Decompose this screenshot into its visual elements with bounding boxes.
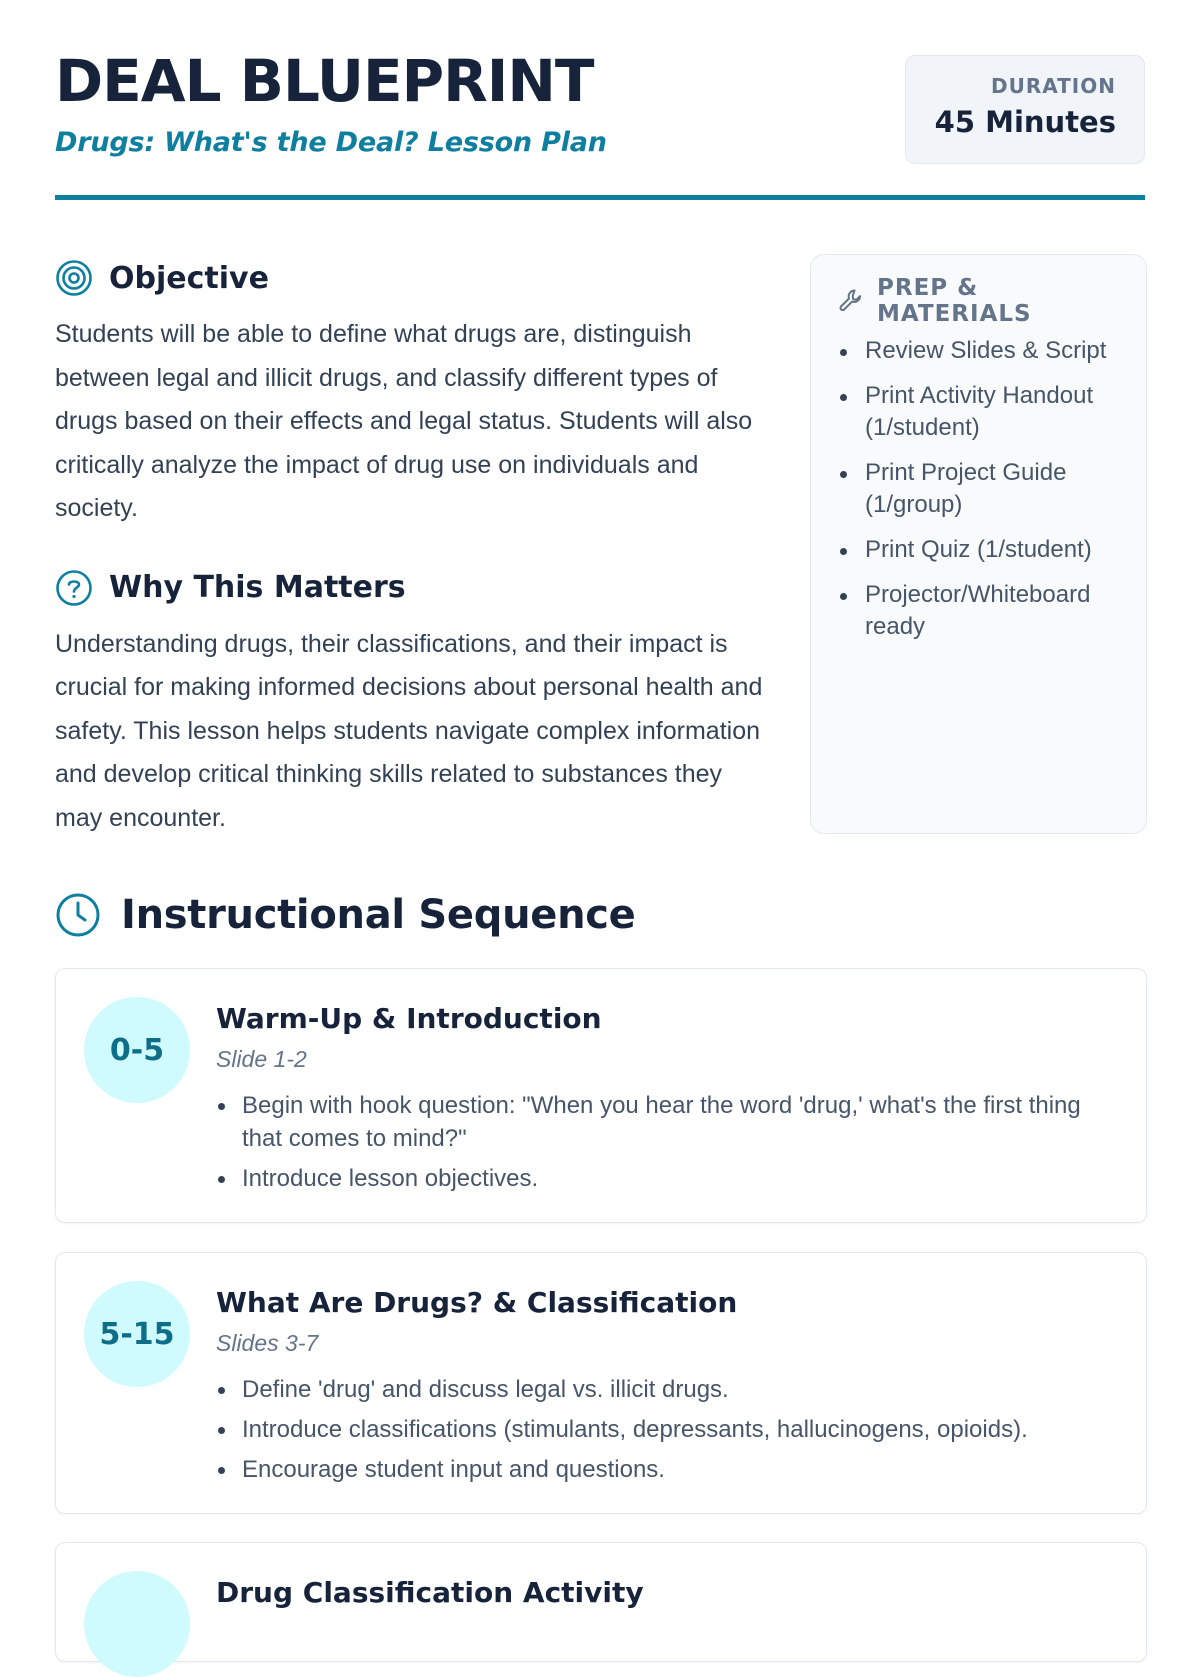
prep-item: Projector/Whiteboard ready <box>837 579 1120 643</box>
step-bullet: Introduce classifications (stimulants, depressants, hallucinogens, opioids). <box>216 1413 1086 1446</box>
step-slides: Slides 3-7 <box>216 1330 319 1356</box>
step-time-badge <box>84 1571 190 1677</box>
wrench-icon <box>837 287 865 315</box>
prep-heading <box>837 275 1120 327</box>
prep-item: Print Quiz (1/student) <box>837 534 1120 566</box>
left-column <box>55 255 775 840</box>
duration-label: DURATION <box>991 74 1116 98</box>
objective-title: Objective <box>109 260 269 296</box>
prep-list <box>837 335 1120 643</box>
header <box>55 0 1145 200</box>
step-bullet: Introduce lesson objectives. <box>216 1162 1086 1195</box>
duration-box <box>905 55 1145 164</box>
target-icon <box>55 259 93 297</box>
step-card <box>55 968 1147 1223</box>
step-bullet: Define 'drug' and discuss legal vs. illicit drugs. <box>216 1373 1086 1406</box>
step-bullets <box>216 1373 1086 1486</box>
step-body <box>216 999 1086 1202</box>
page-subtitle: Drugs: What's the Deal? Lesson Plan <box>55 127 607 158</box>
prep-item: Print Project Guide (1/group) <box>837 457 1120 521</box>
step-title: What Are Drugs? & Classification <box>216 1286 738 1319</box>
step-slides: Slide 1-2 <box>216 1046 307 1072</box>
prep-item: Review Slides & Script <box>837 335 1120 367</box>
prep-title: PREP & MATERIALS <box>877 275 1032 327</box>
why-heading <box>55 565 775 611</box>
question-circle-icon <box>55 569 93 607</box>
step-title: Warm-Up & Introduction <box>216 1002 602 1035</box>
step-card <box>55 1542 1147 1662</box>
objective-text: Students will be able to define what drugs are, distinguish between legal and illicit drugs, and classify different types of drugs based on their effects and legal status. Students will also critically analyze the impact of drug use on individuals and society. <box>55 320 753 522</box>
sequence-title: Instructional Sequence <box>121 892 636 938</box>
clock-icon <box>55 892 101 938</box>
step-bullet: Begin with hook question: "When you hear the word 'drug,' what's the first thing that comes to mind?" <box>216 1089 1086 1155</box>
duration-value: 45 Minutes <box>934 105 1116 139</box>
prep-materials-box <box>810 254 1147 834</box>
sequence-heading <box>55 890 636 940</box>
step-body <box>216 1573 1086 1613</box>
step-title: Drug Classification Activity <box>216 1576 644 1609</box>
prep-item: Print Activity Handout (1/student) <box>837 380 1120 444</box>
step-time-badge: 0-5 <box>84 997 190 1103</box>
step-bullets <box>216 1089 1086 1195</box>
page-title: DEAL BLUEPRINT <box>55 47 594 115</box>
why-title: Why This Matters <box>109 570 406 605</box>
objective-heading <box>55 255 775 301</box>
why-text: Understanding drugs, their classifications, and their impact is crucial for making informed decisions about personal health and safety. This lesson helps students navigate complex information and develop critical thinking skills related to substances they may encounter. <box>55 629 763 832</box>
step-body <box>216 1283 1086 1493</box>
step-time-badge: 5-15 <box>84 1281 190 1387</box>
step-card <box>55 1252 1147 1514</box>
step-bullet: Encourage student input and questions. <box>216 1453 1086 1486</box>
